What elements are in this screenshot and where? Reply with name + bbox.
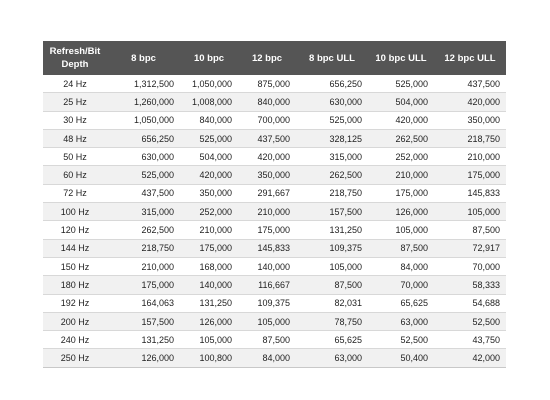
cell-refresh-rate: 192 Hz [43, 294, 107, 312]
cell-12bpc: 700,000 [238, 111, 296, 129]
cell-refresh-rate: 24 Hz [43, 75, 107, 93]
cell-refresh-rate: 30 Hz [43, 111, 107, 129]
cell-12bpc-ull: 42,000 [434, 349, 506, 367]
cell-12bpc-ull: 54,688 [434, 294, 506, 312]
cell-refresh-rate: 100 Hz [43, 203, 107, 221]
cell-12bpc-ull: 350,000 [434, 111, 506, 129]
cell-12bpc: 175,000 [238, 221, 296, 239]
cell-10bpc-ull: 105,000 [368, 221, 434, 239]
cell-10bpc-ull: 65,625 [368, 294, 434, 312]
cell-10bpc: 1,050,000 [180, 75, 238, 93]
cell-8bpc: 218,750 [107, 239, 180, 257]
table-row [43, 331, 506, 349]
cell-10bpc-ull: 63,000 [368, 312, 434, 330]
table-row [43, 203, 506, 221]
cell-10bpc: 504,000 [180, 148, 238, 166]
cell-12bpc-ull: 437,500 [434, 75, 506, 93]
cell-8bpc: 1,050,000 [107, 111, 180, 129]
table-row [43, 129, 506, 147]
cell-12bpc-ull: 175,000 [434, 166, 506, 184]
cell-12bpc: 84,000 [238, 349, 296, 367]
cell-8bpc: 1,312,500 [107, 75, 180, 93]
cell-8bpc: 630,000 [107, 148, 180, 166]
cell-refresh-rate: 48 Hz [43, 129, 107, 147]
table-row [43, 312, 506, 330]
cell-8bpc: 157,500 [107, 312, 180, 330]
cell-12bpc-ull: 145,833 [434, 184, 506, 202]
cell-8bpc-ull: 105,000 [296, 257, 368, 275]
header-cell-8bpc: 8 bpc [107, 41, 180, 75]
cell-refresh-rate: 25 Hz [43, 93, 107, 111]
cell-8bpc: 315,000 [107, 203, 180, 221]
header-cell-8bpc-ull: 8 bpc ULL [296, 41, 368, 75]
cell-10bpc: 126,000 [180, 312, 238, 330]
cell-8bpc: 126,000 [107, 349, 180, 367]
cell-refresh-rate: 120 Hz [43, 221, 107, 239]
table-row [43, 111, 506, 129]
bit-depth-refresh-table [43, 41, 506, 368]
cell-12bpc-ull: 58,333 [434, 276, 506, 294]
cell-refresh-rate: 200 Hz [43, 312, 107, 330]
cell-refresh-rate: 150 Hz [43, 257, 107, 275]
header-cell-12bpc: 12 bpc [238, 41, 296, 75]
cell-10bpc: 525,000 [180, 129, 238, 147]
cell-8bpc-ull: 109,375 [296, 239, 368, 257]
cell-8bpc-ull: 656,250 [296, 75, 368, 93]
cell-10bpc-ull: 87,500 [368, 239, 434, 257]
cell-12bpc-ull: 210,000 [434, 148, 506, 166]
cell-10bpc: 168,000 [180, 257, 238, 275]
cell-10bpc-ull: 262,500 [368, 129, 434, 147]
cell-8bpc-ull: 328,125 [296, 129, 368, 147]
cell-12bpc: 116,667 [238, 276, 296, 294]
table-header [43, 41, 506, 75]
cell-refresh-rate: 144 Hz [43, 239, 107, 257]
cell-8bpc-ull: 315,000 [296, 148, 368, 166]
cell-8bpc-ull: 82,031 [296, 294, 368, 312]
cell-12bpc-ull: 420,000 [434, 93, 506, 111]
cell-8bpc: 656,250 [107, 129, 180, 147]
cell-12bpc-ull: 87,500 [434, 221, 506, 239]
cell-10bpc-ull: 70,000 [368, 276, 434, 294]
cell-10bpc-ull: 175,000 [368, 184, 434, 202]
cell-12bpc-ull: 52,500 [434, 312, 506, 330]
cell-8bpc-ull: 157,500 [296, 203, 368, 221]
table-row [43, 166, 506, 184]
cell-8bpc: 437,500 [107, 184, 180, 202]
table-row [43, 221, 506, 239]
cell-8bpc: 131,250 [107, 331, 180, 349]
cell-12bpc: 87,500 [238, 331, 296, 349]
table-row [43, 93, 506, 111]
cell-10bpc-ull: 252,000 [368, 148, 434, 166]
cell-8bpc-ull: 78,750 [296, 312, 368, 330]
table-row [43, 148, 506, 166]
cell-12bpc-ull: 70,000 [434, 257, 506, 275]
table-row [43, 257, 506, 275]
header-cell-10bpc-ull: 10 bpc ULL [368, 41, 434, 75]
cell-12bpc: 109,375 [238, 294, 296, 312]
cell-12bpc: 875,000 [238, 75, 296, 93]
header-row [43, 41, 506, 75]
cell-12bpc: 140,000 [238, 257, 296, 275]
cell-10bpc-ull: 52,500 [368, 331, 434, 349]
cell-8bpc-ull: 630,000 [296, 93, 368, 111]
table-row [43, 75, 506, 93]
cell-8bpc: 164,063 [107, 294, 180, 312]
cell-12bpc: 350,000 [238, 166, 296, 184]
cell-refresh-rate: 250 Hz [43, 349, 107, 367]
cell-10bpc: 840,000 [180, 111, 238, 129]
table-row [43, 184, 506, 202]
table-row [43, 349, 506, 367]
cell-refresh-rate: 50 Hz [43, 148, 107, 166]
cell-8bpc-ull: 65,625 [296, 331, 368, 349]
table-row [43, 276, 506, 294]
table-body [43, 75, 506, 367]
table-row [43, 239, 506, 257]
cell-12bpc-ull: 72,917 [434, 239, 506, 257]
cell-12bpc: 145,833 [238, 239, 296, 257]
cell-10bpc: 100,800 [180, 349, 238, 367]
cell-8bpc: 262,500 [107, 221, 180, 239]
cell-10bpc-ull: 210,000 [368, 166, 434, 184]
cell-12bpc-ull: 43,750 [434, 331, 506, 349]
cell-8bpc: 1,260,000 [107, 93, 180, 111]
cell-10bpc-ull: 126,000 [368, 203, 434, 221]
cell-8bpc-ull: 262,500 [296, 166, 368, 184]
header-cell-10bpc: 10 bpc [180, 41, 238, 75]
cell-8bpc: 525,000 [107, 166, 180, 184]
cell-8bpc-ull: 87,500 [296, 276, 368, 294]
cell-10bpc: 105,000 [180, 331, 238, 349]
cell-12bpc: 420,000 [238, 148, 296, 166]
cell-10bpc: 131,250 [180, 294, 238, 312]
header-cell-refresh-bit-depth: Refresh/Bit Depth [43, 41, 107, 75]
cell-10bpc: 350,000 [180, 184, 238, 202]
cell-8bpc-ull: 218,750 [296, 184, 368, 202]
cell-refresh-rate: 240 Hz [43, 331, 107, 349]
cell-10bpc-ull: 504,000 [368, 93, 434, 111]
cell-refresh-rate: 180 Hz [43, 276, 107, 294]
cell-10bpc: 252,000 [180, 203, 238, 221]
cell-10bpc: 420,000 [180, 166, 238, 184]
cell-refresh-rate: 60 Hz [43, 166, 107, 184]
cell-8bpc: 210,000 [107, 257, 180, 275]
cell-12bpc: 210,000 [238, 203, 296, 221]
cell-8bpc-ull: 131,250 [296, 221, 368, 239]
cell-8bpc-ull: 63,000 [296, 349, 368, 367]
cell-10bpc: 175,000 [180, 239, 238, 257]
header-cell-12bpc-ull: 12 bpc ULL [434, 41, 506, 75]
cell-8bpc-ull: 525,000 [296, 111, 368, 129]
cell-8bpc: 175,000 [107, 276, 180, 294]
cell-10bpc: 1,008,000 [180, 93, 238, 111]
cell-10bpc-ull: 420,000 [368, 111, 434, 129]
cell-10bpc-ull: 525,000 [368, 75, 434, 93]
cell-12bpc-ull: 105,000 [434, 203, 506, 221]
cell-12bpc: 105,000 [238, 312, 296, 330]
cell-12bpc: 840,000 [238, 93, 296, 111]
cell-10bpc-ull: 84,000 [368, 257, 434, 275]
cell-10bpc-ull: 50,400 [368, 349, 434, 367]
data-table-container [43, 41, 506, 368]
cell-10bpc: 140,000 [180, 276, 238, 294]
cell-12bpc: 291,667 [238, 184, 296, 202]
cell-12bpc-ull: 218,750 [434, 129, 506, 147]
table-row [43, 294, 506, 312]
cell-refresh-rate: 72 Hz [43, 184, 107, 202]
cell-10bpc: 210,000 [180, 221, 238, 239]
cell-12bpc: 437,500 [238, 129, 296, 147]
